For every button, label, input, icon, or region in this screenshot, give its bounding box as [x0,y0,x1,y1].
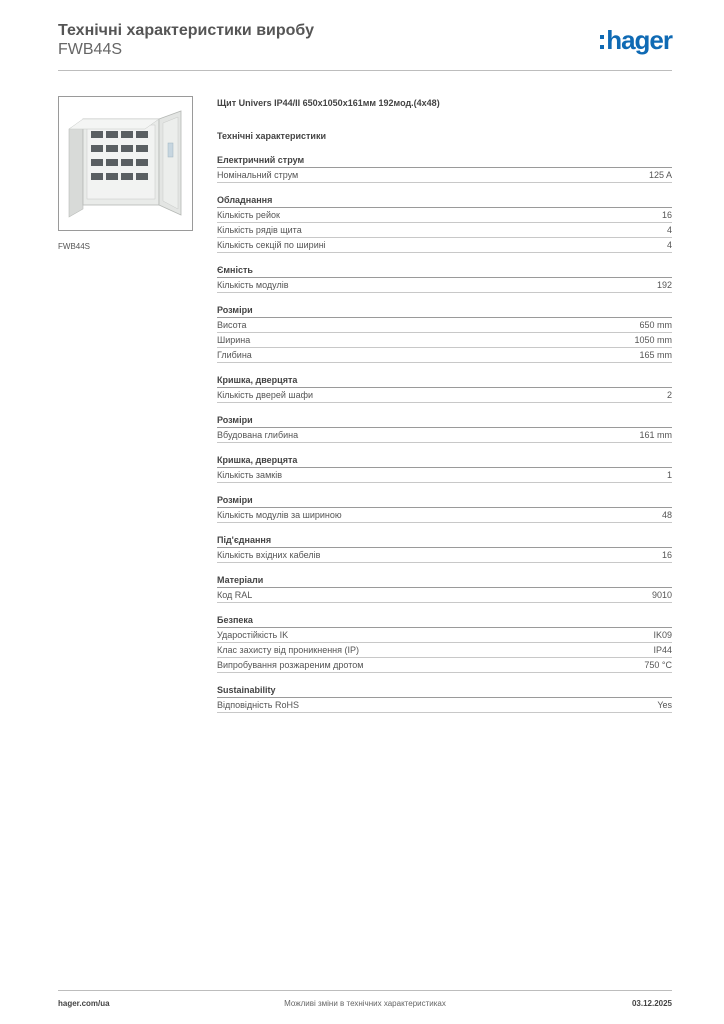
spec-row [217,223,672,238]
footer-notice: Можливі зміни в технічних характеристиках [284,999,446,1008]
spec-row [217,333,672,348]
spec-row [217,278,672,293]
hager-logo [600,26,672,54]
spec-row [217,318,672,333]
spec-group [217,613,672,673]
product-code: FWB44S [58,41,123,58]
spec-label: Код RAL [217,590,253,600]
spec-value: 750 °C [644,660,672,670]
image-caption: FWB44S [58,242,91,251]
enclosure-illustration [59,97,192,230]
spec-group [217,533,672,563]
spec-group-title: Обладнання [217,193,672,208]
spec-row [217,168,672,183]
spec-label: Ширина [217,335,251,345]
spec-group-title: Розміри [217,493,672,508]
spec-value: 650 mm [639,320,672,330]
specification-section [217,96,672,713]
spec-value: 1 [666,470,672,480]
spec-group-title: Sustainability [217,683,672,698]
spec-row [217,658,672,673]
spec-group-title: Кришка, дверцята [217,373,672,388]
spec-group-title: Електричний струм [217,153,672,168]
spec-group [217,573,672,603]
spec-label: Кількість вхідних кабелів [217,550,321,560]
spec-group [217,413,672,443]
spec-row [217,508,672,523]
spec-label: Клас захисту від проникнення (IP) [217,645,360,655]
spec-value: 2 [666,390,672,400]
spec-label: Ударостійкість IK [217,630,289,640]
spec-value: 125 A [648,170,672,180]
spec-group [217,153,672,183]
spec-label: Кількість дверей шафи [217,390,314,400]
spec-row [217,588,672,603]
spec-label: Кількість рядів щита [217,225,302,235]
spec-row [217,208,672,223]
spec-value: 4 [666,225,672,235]
spec-label: Висота [217,320,247,330]
spec-value: IK09 [653,630,672,640]
spec-value: IP44 [653,645,672,655]
spec-heading: Технічні характеристики [217,131,326,141]
spec-row [217,548,672,563]
spec-label: Кількість секцій по ширині [217,240,326,250]
page-footer [58,990,672,1008]
spec-row [217,468,672,483]
spec-group-title: Ємність [217,263,672,278]
footer-date: 03.12.2025 [631,999,672,1008]
spec-value: 161 mm [639,430,672,440]
spec-label: Кількість модулів [217,280,289,290]
spec-group-title: Безпека [217,613,672,628]
spec-value: 165 mm [639,350,672,360]
spec-value: 16 [661,210,672,220]
spec-group-title: Матеріали [217,573,672,588]
page-title: Технічні характеристики виробу [58,22,314,39]
spec-row [217,238,672,253]
footer-website: hager.com/ua [58,999,110,1008]
spec-value: 192 [656,280,672,290]
product-image [58,96,193,231]
spec-label: Відповідність RoHS [217,700,299,710]
spec-label: Вбудована глибина [217,430,299,440]
spec-value: 1050 mm [634,335,672,345]
spec-value: Yes [657,700,672,710]
spec-row [217,348,672,363]
spec-group [217,453,672,483]
spec-group-title: Розміри [217,303,672,318]
spec-label: Кількість рейок [217,210,280,220]
spec-group [217,373,672,403]
logo-text: hager [606,25,672,55]
spec-label: Кількість модулів за шириною [217,510,342,520]
page-header [58,20,672,71]
spec-row [217,628,672,643]
spec-label: Кількість замків [217,470,282,480]
spec-value: 16 [661,550,672,560]
spec-row [217,698,672,713]
spec-group-title: Під'єднання [217,533,672,548]
spec-row [217,643,672,658]
spec-row [217,388,672,403]
spec-label: Глибина [217,350,252,360]
product-description: Щит Univers IP44/II 650x1050x161мм 192мод.(4x48) [217,98,440,108]
spec-group [217,263,672,293]
spec-label: Випробування розжареним дротом [217,660,364,670]
spec-groups [217,153,672,713]
spec-row [217,428,672,443]
spec-group-title: Розміри [217,413,672,428]
spec-value: 48 [661,510,672,520]
spec-value: 9010 [651,590,672,600]
spec-group [217,683,672,713]
spec-value: 4 [666,240,672,250]
spec-group-title: Кришка, дверцята [217,453,672,468]
logo-colon-icon [600,35,604,49]
spec-group [217,303,672,363]
spec-group [217,193,672,253]
spec-label: Номінальний струм [217,170,299,180]
spec-group [217,493,672,523]
